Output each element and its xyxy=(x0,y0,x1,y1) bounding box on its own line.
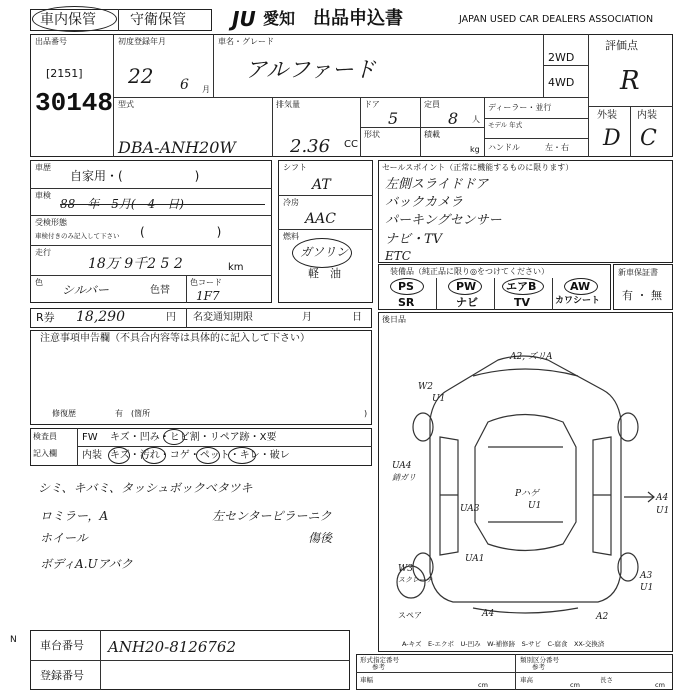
category-number-sub: 参考 xyxy=(532,663,545,671)
mark-u1-right: U1 xyxy=(656,506,670,516)
mark-u1-b: U1 xyxy=(640,583,654,593)
chassis-label: 車台番号 xyxy=(40,639,84,652)
car-name-value: アルファード xyxy=(245,58,376,83)
inspector-label: 検査員 xyxy=(33,432,57,441)
aircon-label: 冷房 xyxy=(283,198,299,207)
mark-roof: Pハゲ xyxy=(515,489,540,499)
drive-2wd: 2WD xyxy=(548,51,575,64)
doors-label: ドア xyxy=(364,100,380,109)
handwritten-note: ロミラー，A xyxy=(40,509,109,523)
doors-value: 5 xyxy=(388,109,399,128)
ju-logo: JU xyxy=(232,7,256,31)
width-label: 車幅 xyxy=(360,676,373,684)
warranty-label: 新車保証書 xyxy=(618,268,658,277)
fuel-label: 燃料 xyxy=(283,232,299,241)
sales-points-block xyxy=(378,160,673,263)
notice-month: 月 xyxy=(302,312,312,323)
color-value: シルバー xyxy=(62,283,109,297)
equip-navi: ナビ xyxy=(456,296,478,309)
reg-number-label: 登録番号 xyxy=(40,669,84,682)
aircon-value: AAC xyxy=(305,211,336,227)
mark-ua1: UA1 xyxy=(465,554,485,564)
handwritten-note: ボディA.Uアバク xyxy=(40,557,133,571)
damage-legend: A-キズ E-エクボ U-凹み W-補修跡 S-サビ C-腐食 XX-交換済 xyxy=(402,640,605,648)
lot-number: 30148 xyxy=(35,88,114,118)
kg-unit: kg xyxy=(470,145,480,154)
lot-label: 出品番号 xyxy=(35,37,67,46)
first-registration-label: 初度登録年月 xyxy=(118,37,166,46)
mark-a3: A3 xyxy=(640,571,653,581)
mileage-value: 18万 9千2 5 2 xyxy=(88,256,183,272)
car-name-label: 車名・グレード xyxy=(218,37,274,46)
exterior-grade: D xyxy=(603,126,621,151)
interior-grade: C xyxy=(640,126,657,151)
color-label: 色 xyxy=(35,278,43,287)
equip-ps: PS xyxy=(398,280,414,293)
after-fit-label: 後日品 xyxy=(382,315,406,324)
color-replace-label: 色替 xyxy=(150,285,170,296)
type-designation-sub: 参考 xyxy=(372,663,385,671)
length-label: 長さ xyxy=(600,676,613,684)
model-code: DBA-ANH20W xyxy=(118,138,236,157)
grade-value: R xyxy=(620,66,640,96)
lot-bracket-number: [2151] xyxy=(46,67,83,80)
inspector-row2: キズ・汚れ・コゲ・ペット・キレ・破レ xyxy=(110,450,290,461)
cm-unit-3: cm xyxy=(655,681,665,689)
mark-u1: U1 xyxy=(432,394,446,404)
equip-seat: カワシート xyxy=(555,296,601,306)
margin-mark: N xyxy=(10,635,17,645)
notice-deadline-label: 名変通知期限 xyxy=(193,312,253,323)
equipment-label: 装備品（純正品に限り◎をつけてください） xyxy=(390,267,549,276)
sales-point-item: ナビ・TV xyxy=(385,232,443,247)
association-name: JAPAN USED CAR DEALERS ASSOCIATION xyxy=(459,14,654,25)
sales-points-label: セールスポイント（正常に機能するものに限ります） xyxy=(382,163,574,172)
repair-close: ) xyxy=(364,409,368,418)
yen-unit: 円 xyxy=(166,312,176,323)
capacity-value: 8 xyxy=(448,109,459,128)
inspector-fw: FW xyxy=(82,432,98,443)
inspector-interior: 内装 xyxy=(82,450,102,461)
fuel-light-oil: 軽 油 xyxy=(308,267,341,280)
month-unit: 月 xyxy=(202,85,210,94)
model-label: 型式 xyxy=(118,100,134,109)
color-code-label: 色コード xyxy=(190,278,222,287)
shaken-form-value: ( ) xyxy=(140,225,222,239)
shaken-form-note: 車検付きのみ記入して下さい xyxy=(35,232,120,240)
mark-ua3: UA3 xyxy=(460,504,480,514)
handwritten-note: ホイール xyxy=(40,531,88,545)
recycle-label: R券 xyxy=(36,311,55,324)
equip-pw: PW xyxy=(456,280,477,293)
displacement-value: 2.36 xyxy=(290,136,331,157)
mark-scrape: スクレーチ xyxy=(398,576,433,584)
displacement-label: 排気量 xyxy=(276,100,300,109)
handle-label: ハンドル xyxy=(488,143,520,152)
mileage-unit: km xyxy=(228,262,244,273)
fuel-gasoline: ガソリン xyxy=(300,245,349,259)
mark-roof-u: U1 xyxy=(528,501,542,511)
warranty-value: 有 ・ 無 xyxy=(622,289,662,302)
handwritten-note: シミ、キバミ、タッシュボックベタツキ xyxy=(38,481,253,495)
region-name: 愛知 xyxy=(263,9,296,28)
form-title: 出品申込書 xyxy=(313,8,403,29)
category-number-label: 類別区分番号 xyxy=(520,656,559,664)
sales-point-item: パーキングセンサー xyxy=(385,213,502,228)
handle-options: 左・右 xyxy=(545,143,569,152)
mark-ua4: UA4 xyxy=(392,461,412,471)
repair-label: 修復歴 xyxy=(52,409,76,418)
shift-label: シフト xyxy=(283,163,307,172)
equip-tv: TV xyxy=(514,296,531,309)
history-value: 自家用・( ) xyxy=(70,169,200,183)
mileage-label: 走行 xyxy=(35,248,51,257)
handwritten-note: 左センターピラーニク xyxy=(212,509,332,523)
mark-spare: スペア xyxy=(398,611,422,620)
color-code: 1F7 xyxy=(196,289,220,303)
grade-label: 評価点 xyxy=(605,39,638,52)
mark-a2-bottom: A2 xyxy=(596,612,609,622)
capacity-label: 定員 xyxy=(424,100,440,109)
mark-w2: W2 xyxy=(418,382,433,392)
sales-point-item: 左側スライドドア xyxy=(385,177,489,192)
cm-unit-1: cm xyxy=(478,681,488,689)
shaken-value: 88 年 5月( 4 日) xyxy=(60,197,184,211)
equip-aw: AW xyxy=(570,280,591,293)
entry-label: 記入欄 xyxy=(33,449,57,458)
registration-month: 6 xyxy=(180,77,189,93)
inspector-row1: キズ・凹み・ヒビ割・リペア跡・X要 xyxy=(110,432,277,443)
mark-wear: 錆ガリ xyxy=(392,473,416,482)
person-unit: 人 xyxy=(472,115,480,124)
shape-label: 形状 xyxy=(364,130,380,139)
mark-top: A2, ズリA xyxy=(510,352,553,362)
guard-storage: 守衛保管 xyxy=(130,12,186,28)
height-label: 車高 xyxy=(520,676,533,684)
registration-year: 22 xyxy=(128,64,154,88)
mark-w3: W3 xyxy=(398,564,413,574)
handwritten-note: 傷後 xyxy=(308,531,333,545)
shift-value: AT xyxy=(312,177,331,193)
mark-a4-right: A4 xyxy=(656,493,669,503)
notes-block xyxy=(30,330,372,425)
mark-a4-bottom: A4 xyxy=(482,609,495,619)
notice-day: 日 xyxy=(352,312,362,323)
cm-unit-2: cm xyxy=(570,681,580,689)
dealer-label: ディーラー・並行 xyxy=(488,103,552,112)
recycle-value: 18,290 xyxy=(76,309,125,325)
exterior-label: 外装 xyxy=(597,110,617,121)
equip-sr: SR xyxy=(398,296,415,309)
repair-value: 有 (箇所 xyxy=(115,409,151,418)
in-car-storage: 車内保管 xyxy=(40,12,96,28)
sales-point-item: ETC xyxy=(385,249,411,263)
sales-point-item: バックカメラ xyxy=(385,195,464,210)
cc-unit: CC xyxy=(344,139,358,150)
notes-label: 注意事項申告欄（不具合内容等は具体的に記入して下さい） xyxy=(40,333,310,344)
shaken-form-label: 受検形態 xyxy=(35,218,67,227)
model-year-label: モデル 年式 xyxy=(488,121,523,129)
car-damage-diagram xyxy=(378,312,673,652)
shaken-label: 車検 xyxy=(35,191,51,200)
drive-4wd: 4WD xyxy=(548,76,575,89)
interior-label: 内装 xyxy=(637,110,657,121)
chassis-number: ANH20-8126762 xyxy=(108,638,236,656)
history-label: 車歴 xyxy=(35,163,51,172)
equip-airbag: エアB xyxy=(506,280,537,293)
type-designation-label: 形式指定番号 xyxy=(360,656,399,664)
payload-label: 積載 xyxy=(424,130,440,139)
